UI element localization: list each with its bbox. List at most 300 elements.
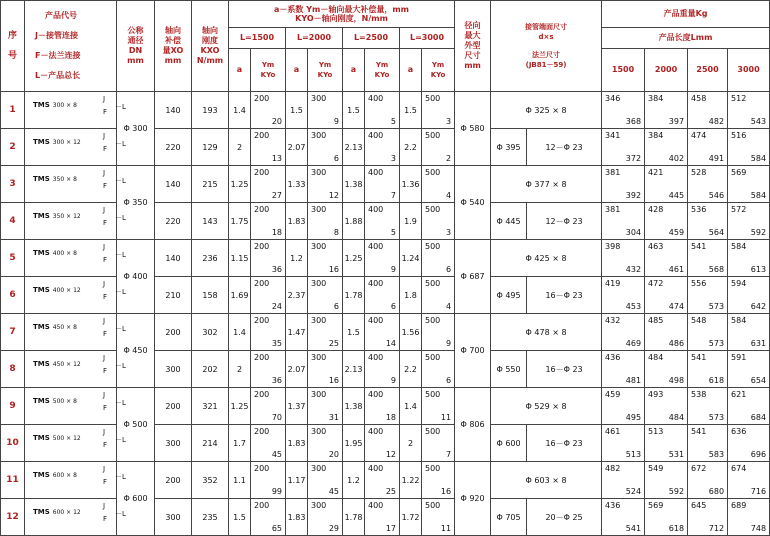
- ym-kyo-cell: [308, 314, 343, 351]
- axial-comp-cell: 220: [155, 129, 192, 166]
- weight-lower: 584: [750, 191, 767, 200]
- weight-lower: 368: [625, 117, 642, 126]
- weight-cell: [688, 462, 728, 499]
- model-spec: 300 × 8: [52, 102, 77, 109]
- coef-a-cell: 1.36: [400, 166, 422, 203]
- ym-value: 300: [311, 427, 327, 436]
- kyo-value: 5: [390, 228, 396, 237]
- weight-upper: 513: [648, 427, 664, 436]
- code-j-mark: J: [103, 280, 106, 288]
- ym-value: 200: [254, 131, 270, 140]
- weight-cell: [602, 314, 645, 351]
- weight-upper: 674: [731, 464, 747, 473]
- pipe-end-dim-cell: Φ 325 × 8: [491, 92, 602, 129]
- table-row: [1, 462, 770, 499]
- table-row: [1, 166, 770, 203]
- axial-comp-cell: 140: [155, 166, 192, 203]
- ym-kyo-cell: [308, 277, 343, 314]
- weight-cell: [645, 129, 688, 166]
- kyo-value: 3: [445, 117, 452, 126]
- length-header: 产品长度Lmm: [602, 28, 770, 48]
- weight-upper: 621: [731, 390, 747, 399]
- model-spec: 400 × 12: [52, 287, 81, 294]
- bolt-dim-cell: 16－Φ 23: [527, 351, 602, 388]
- axial-comp-cell: 140: [155, 240, 192, 277]
- coef-a-cell: 1.22: [400, 462, 422, 499]
- code-l-mark: －L: [115, 177, 126, 185]
- ym-kyo-cell: [308, 92, 343, 129]
- weight-cell: [645, 499, 688, 536]
- product-code-cell: [25, 351, 126, 388]
- code-j-note: J－接管连接: [35, 31, 78, 40]
- product-code-cell: [25, 92, 126, 129]
- weight-cell: [602, 462, 645, 499]
- weight-cell: [645, 92, 688, 129]
- coef-a-cell: 1.37: [286, 388, 308, 425]
- weight-lower: 716: [750, 487, 767, 496]
- weight-cell: [688, 499, 728, 536]
- weight-cell: [728, 388, 770, 425]
- weight-upper: 461: [605, 427, 621, 436]
- model-spec: 500 × 8: [52, 398, 77, 405]
- coef-a-cell: 1.5: [400, 92, 422, 129]
- bolt-dim-cell: 12－Φ 23: [527, 203, 602, 240]
- coef-a-cell: 1.75: [229, 203, 251, 240]
- dn-cell: Φ 500: [117, 388, 155, 462]
- pipe-end-dim-cell: Φ 529 × 8: [491, 388, 602, 425]
- axial-stiff-cell: 302: [192, 314, 229, 351]
- code-j-mark: J: [103, 391, 106, 399]
- weight-cell: [688, 277, 728, 314]
- axial-stiff-cell: 235: [192, 499, 229, 536]
- kyo-value: 18: [385, 413, 396, 422]
- weight-upper: 541: [691, 427, 707, 436]
- ym-kyo-cell: [365, 462, 400, 499]
- product-code-header: [25, 1, 117, 92]
- weight-lower: 543: [750, 117, 767, 126]
- ym-value: 500: [425, 279, 441, 288]
- weight-upper: 482: [605, 464, 621, 473]
- code-f-mark: F: [103, 478, 108, 486]
- weight-upper: 572: [731, 205, 747, 214]
- ym-value: 300: [311, 94, 327, 103]
- axial-stiff-cell: 236: [192, 240, 229, 277]
- kyo-value: 45: [271, 450, 282, 459]
- max-diameter-header: 径向 最大 外型 尺寸 mm: [455, 1, 491, 92]
- axial-comp-cell: 200: [155, 462, 192, 499]
- product-code-cell: [25, 462, 126, 499]
- code-l-mark: －L: [115, 436, 126, 444]
- weight-upper: 419: [605, 279, 621, 288]
- coef-a-cell: 1.4: [229, 314, 251, 351]
- l3000-group: L=3000: [400, 28, 455, 48]
- weight-lower: 482: [708, 117, 725, 126]
- weight-lower: 696: [750, 450, 767, 459]
- ym-kyo-cell: [422, 351, 455, 388]
- ym-value: 400: [368, 131, 384, 140]
- ym-value: 500: [425, 242, 441, 251]
- ym-kyo-cell: [251, 166, 286, 203]
- ym-kyo-cell: [365, 314, 400, 351]
- code-l-mark: －L: [115, 214, 126, 222]
- code-l-note: L－产品总长: [35, 71, 81, 80]
- weight-cell: [728, 240, 770, 277]
- weight-cell: [645, 314, 688, 351]
- weight-lower: 304: [625, 228, 642, 237]
- code-l-mark: －L: [115, 473, 126, 481]
- ym-kyo-cell: [365, 166, 400, 203]
- coef-a-cell: 1.2: [286, 240, 308, 277]
- ym-kyo-cell: [251, 277, 286, 314]
- ym-value: 400: [368, 353, 384, 362]
- code-f-mark: F: [103, 293, 108, 301]
- axial-comp-header: 轴向 补偿 量XO mm: [155, 1, 192, 92]
- coef-a-cell: 1.24: [400, 240, 422, 277]
- ym-kyo-cell: [251, 499, 286, 536]
- row-number: 10: [1, 425, 25, 462]
- kyo-value: 24: [271, 302, 282, 311]
- ym-value: 300: [311, 353, 327, 362]
- axial-comp-cell: 300: [155, 499, 192, 536]
- ym-kyo-cell: [422, 388, 455, 425]
- coef-a-cell: 2: [229, 351, 251, 388]
- table-row: [1, 240, 770, 277]
- ym-kyo-cell: [251, 203, 286, 240]
- kyo-value: 25: [328, 339, 339, 348]
- kyo-value: 4: [445, 191, 452, 200]
- ym-kyo-cell: [308, 351, 343, 388]
- weight-lower: 541: [625, 524, 642, 533]
- flange-dim-cell: Φ 395: [491, 129, 527, 166]
- row-number: 1: [1, 92, 25, 129]
- kyo-value: 3: [445, 228, 452, 237]
- ym-kyo-cell: [251, 351, 286, 388]
- coef-a-cell: 1.95: [343, 425, 365, 462]
- weight-upper: 541: [691, 353, 707, 362]
- weight-upper: 484: [648, 353, 664, 362]
- weight-upper: 459: [605, 390, 621, 399]
- ym-kyo-cell: [365, 499, 400, 536]
- kyo-value: 7: [390, 191, 396, 200]
- ym-kyo-cell: [251, 388, 286, 425]
- code-j-mark: J: [103, 502, 106, 510]
- weight-lower: 524: [625, 487, 642, 496]
- coef-a-cell: 1.9: [400, 203, 422, 240]
- coef-a-cell: 1.25: [229, 388, 251, 425]
- code-f-mark: F: [103, 515, 108, 523]
- weight-cell: [728, 277, 770, 314]
- product-code-cell: [25, 166, 126, 203]
- dn-cell: Φ 600: [117, 462, 155, 536]
- weight-lower: 748: [750, 524, 767, 533]
- table-row: [1, 129, 770, 166]
- coef-a-cell: 1.15: [229, 240, 251, 277]
- pipe-dim-line2: d×s: [538, 33, 554, 41]
- row-number: 5: [1, 240, 25, 277]
- table-row: [1, 388, 770, 425]
- flange-dim-cell: Φ 495: [491, 277, 527, 314]
- ym-kyo-cell: [422, 166, 455, 203]
- weight-upper: 493: [648, 390, 664, 399]
- ym-value: 300: [311, 501, 327, 510]
- row-number: 8: [1, 351, 25, 388]
- pipe-dim-line1: 接管端面尺寸: [525, 23, 568, 31]
- model-prefix: TMS: [33, 175, 50, 183]
- kyo-value: 11: [440, 413, 452, 422]
- kyo-value: 6: [333, 154, 339, 163]
- axial-comp-cell: 210: [155, 277, 192, 314]
- weight-lower: 642: [750, 302, 767, 311]
- bolt-dim-cell: 12－Φ 23: [527, 129, 602, 166]
- row-number: 6: [1, 277, 25, 314]
- dn-cell: Φ 350: [117, 166, 155, 240]
- model-prefix: TMS: [33, 471, 50, 479]
- weight-lower: 495: [625, 413, 642, 422]
- weight-cell: [645, 166, 688, 203]
- ym-kyo-cell: [308, 425, 343, 462]
- row-number: 12: [1, 499, 25, 536]
- kyo-value: 99: [271, 487, 282, 496]
- code-j-mark: J: [103, 243, 106, 251]
- code-l-mark: －L: [115, 103, 126, 111]
- weight-upper: 516: [731, 131, 747, 140]
- ym-value: 400: [368, 205, 384, 214]
- kyo-value: 4: [445, 302, 452, 311]
- ym-value: 400: [368, 464, 384, 473]
- weight-upper: 548: [691, 316, 707, 325]
- table-row: [1, 203, 770, 240]
- weight-lower: 613: [750, 265, 767, 274]
- product-code-cell: [25, 388, 126, 425]
- weight-upper: 672: [691, 464, 707, 473]
- weight-upper: 549: [648, 464, 664, 473]
- kyo-value: 65: [271, 524, 282, 533]
- ym-value: 500: [425, 427, 441, 436]
- weight-cell: [728, 129, 770, 166]
- axial-stiff-cell: 202: [192, 351, 229, 388]
- kyo-value: 7: [445, 450, 452, 459]
- weight-lower: 592: [668, 487, 685, 496]
- ym-value: 200: [254, 94, 270, 103]
- model-spec: 350 × 8: [52, 176, 77, 183]
- weight-cell: [688, 203, 728, 240]
- ym-kyo-cell: [365, 425, 400, 462]
- weight-upper: 591: [731, 353, 747, 362]
- row-number: 9: [1, 388, 25, 425]
- coef-a-cell: 1.25: [343, 240, 365, 277]
- code-l-mark: －L: [115, 288, 126, 296]
- weight-cell: [602, 425, 645, 462]
- weight-lower: 564: [708, 228, 725, 237]
- kyo-value: 11: [440, 524, 452, 533]
- seq-header: 序 号: [1, 1, 25, 92]
- code-j-mark: J: [103, 317, 106, 325]
- weight-upper: 428: [648, 205, 664, 214]
- weight-lower: 397: [668, 117, 685, 126]
- kyo-value: 17: [385, 524, 396, 533]
- dn-cell: Φ 300: [117, 92, 155, 166]
- weight-cell: [688, 92, 728, 129]
- coef-a-cell: 2.13: [343, 351, 365, 388]
- kyo-value: 70: [271, 413, 282, 422]
- weight-upper: 421: [648, 168, 664, 177]
- weight-lower: 684: [750, 413, 767, 422]
- axial-stiff-cell: 158: [192, 277, 229, 314]
- code-f-note: F－法兰连接: [35, 51, 81, 60]
- weight-cell: [602, 277, 645, 314]
- code-f-mark: F: [103, 256, 108, 264]
- coef-line2: KYO－轴向刚度，N/mm: [295, 14, 388, 24]
- coef-a-cell: 2.07: [286, 351, 308, 388]
- weight-upper: 341: [605, 131, 621, 140]
- weight-cell: [602, 499, 645, 536]
- axial-stiff-cell: 352: [192, 462, 229, 499]
- weight-cell: [645, 388, 688, 425]
- ym-value: 400: [368, 94, 384, 103]
- ym-kyo-cell: [308, 388, 343, 425]
- weight-upper: 569: [648, 501, 664, 510]
- code-f-mark: F: [103, 182, 108, 190]
- kyo-value: 25: [385, 487, 396, 496]
- weight-lower: 712: [708, 524, 725, 533]
- axial-comp-cell: 220: [155, 203, 192, 240]
- model-prefix: TMS: [33, 249, 50, 257]
- weight-lower: 573: [708, 339, 725, 348]
- weight-upper: 512: [731, 94, 747, 103]
- ym-kyo-cell: [422, 425, 455, 462]
- code-j-mark: J: [103, 169, 106, 177]
- ym-value: 500: [425, 501, 441, 510]
- ym-kyo-col: Ym KYo: [308, 48, 343, 91]
- weight-lower: 484: [668, 413, 685, 422]
- model-spec: 300 × 12: [52, 139, 81, 146]
- ym-value: 200: [254, 279, 270, 288]
- model-prefix: TMS: [33, 323, 50, 331]
- weight-cell: [728, 314, 770, 351]
- ym-kyo-cell: [365, 92, 400, 129]
- weight-upper: 436: [605, 501, 621, 510]
- weight-cell: [688, 425, 728, 462]
- model-prefix: TMS: [33, 434, 50, 442]
- kyo-value: 12: [385, 450, 396, 459]
- flange-dim-cell: Φ 600: [491, 425, 527, 462]
- weight-upper: 636: [731, 427, 747, 436]
- ym-value: 200: [254, 353, 270, 362]
- code-l-mark: －L: [115, 251, 126, 259]
- kyo-value: 6: [390, 302, 396, 311]
- weight-cell: [688, 166, 728, 203]
- ym-kyo-cell: [308, 129, 343, 166]
- code-j-mark: J: [103, 465, 106, 473]
- coef-a-cell: 1.88: [343, 203, 365, 240]
- ym-value: 400: [368, 279, 384, 288]
- flange-dim-cell: Φ 550: [491, 351, 527, 388]
- axial-stiff-cell: 193: [192, 92, 229, 129]
- a-col: a: [229, 48, 251, 91]
- axial-comp-cell: 200: [155, 388, 192, 425]
- weight-lower: 461: [668, 265, 685, 274]
- code-f-mark: F: [103, 404, 108, 412]
- weight-upper: 689: [731, 501, 747, 510]
- weight-upper: 384: [648, 131, 664, 140]
- product-code-cell: [25, 277, 126, 314]
- max-diameter-cell: Φ 687: [455, 240, 491, 314]
- coef-a-cell: 2.07: [286, 129, 308, 166]
- weight-cell: [602, 240, 645, 277]
- weight-lower: 584: [750, 154, 767, 163]
- ym-value: 500: [425, 316, 441, 325]
- weight-upper: 538: [691, 390, 707, 399]
- row-number: 7: [1, 314, 25, 351]
- ym-value: 500: [425, 464, 441, 473]
- weight-cell: [645, 351, 688, 388]
- product-code-cell: [25, 240, 126, 277]
- ym-kyo-cell: [422, 129, 455, 166]
- weight-upper: 584: [731, 316, 747, 325]
- weight-lower: 618: [668, 524, 685, 533]
- weight-cell: [602, 129, 645, 166]
- ym-kyo-cell: [422, 240, 455, 277]
- ym-value: 500: [425, 390, 441, 399]
- kyo-value: 16: [328, 376, 339, 385]
- axial-stiff-cell: 214: [192, 425, 229, 462]
- product-code-cell: [25, 314, 126, 351]
- model-prefix: TMS: [33, 397, 50, 405]
- ym-value: 200: [254, 316, 270, 325]
- ym-value: 400: [368, 501, 384, 510]
- weight-cell: [728, 499, 770, 536]
- len-3000: 3000: [728, 48, 770, 91]
- weight-upper: 645: [691, 501, 707, 510]
- coef-a-cell: 1.5: [343, 314, 365, 351]
- kyo-value: 20: [271, 117, 282, 126]
- coef-a-cell: 1.17: [286, 462, 308, 499]
- model-spec: 600 × 12: [52, 509, 81, 516]
- coef-a-cell: 1.78: [343, 499, 365, 536]
- weight-cell: [688, 314, 728, 351]
- weight-cell: [645, 425, 688, 462]
- weight-upper: 594: [731, 279, 747, 288]
- kyo-value: 12: [328, 191, 339, 200]
- coef-a-cell: 1.72: [400, 499, 422, 536]
- ym-kyo-cell: [251, 129, 286, 166]
- weight-upper: 436: [605, 353, 621, 362]
- weight-lower: 618: [708, 376, 725, 385]
- weight-lower: 432: [625, 265, 642, 274]
- ym-value: 200: [254, 464, 270, 473]
- code-j-mark: J: [103, 95, 106, 103]
- model-prefix: TMS: [33, 101, 50, 109]
- model-prefix: TMS: [33, 508, 50, 516]
- table-row: [1, 425, 770, 462]
- weight-upper: 463: [648, 242, 664, 251]
- flange-dim-cell: Φ 445: [491, 203, 527, 240]
- ym-kyo-cell: [251, 462, 286, 499]
- weight-lower: 583: [708, 450, 725, 459]
- kyo-value: 6: [333, 302, 339, 311]
- pipe-end-dim-cell: Φ 603 × 8: [491, 462, 602, 499]
- weight-upper: 536: [691, 205, 707, 214]
- ym-value: 400: [368, 168, 384, 177]
- weight-lower: 459: [668, 228, 685, 237]
- coef-a-cell: 1.69: [229, 277, 251, 314]
- code-f-mark: F: [103, 330, 108, 338]
- code-f-mark: F: [103, 219, 108, 227]
- kyo-value: 31: [328, 413, 339, 422]
- weight-upper: 528: [691, 168, 707, 177]
- l1500-group: L=1500: [229, 28, 286, 48]
- table-row: [1, 499, 770, 536]
